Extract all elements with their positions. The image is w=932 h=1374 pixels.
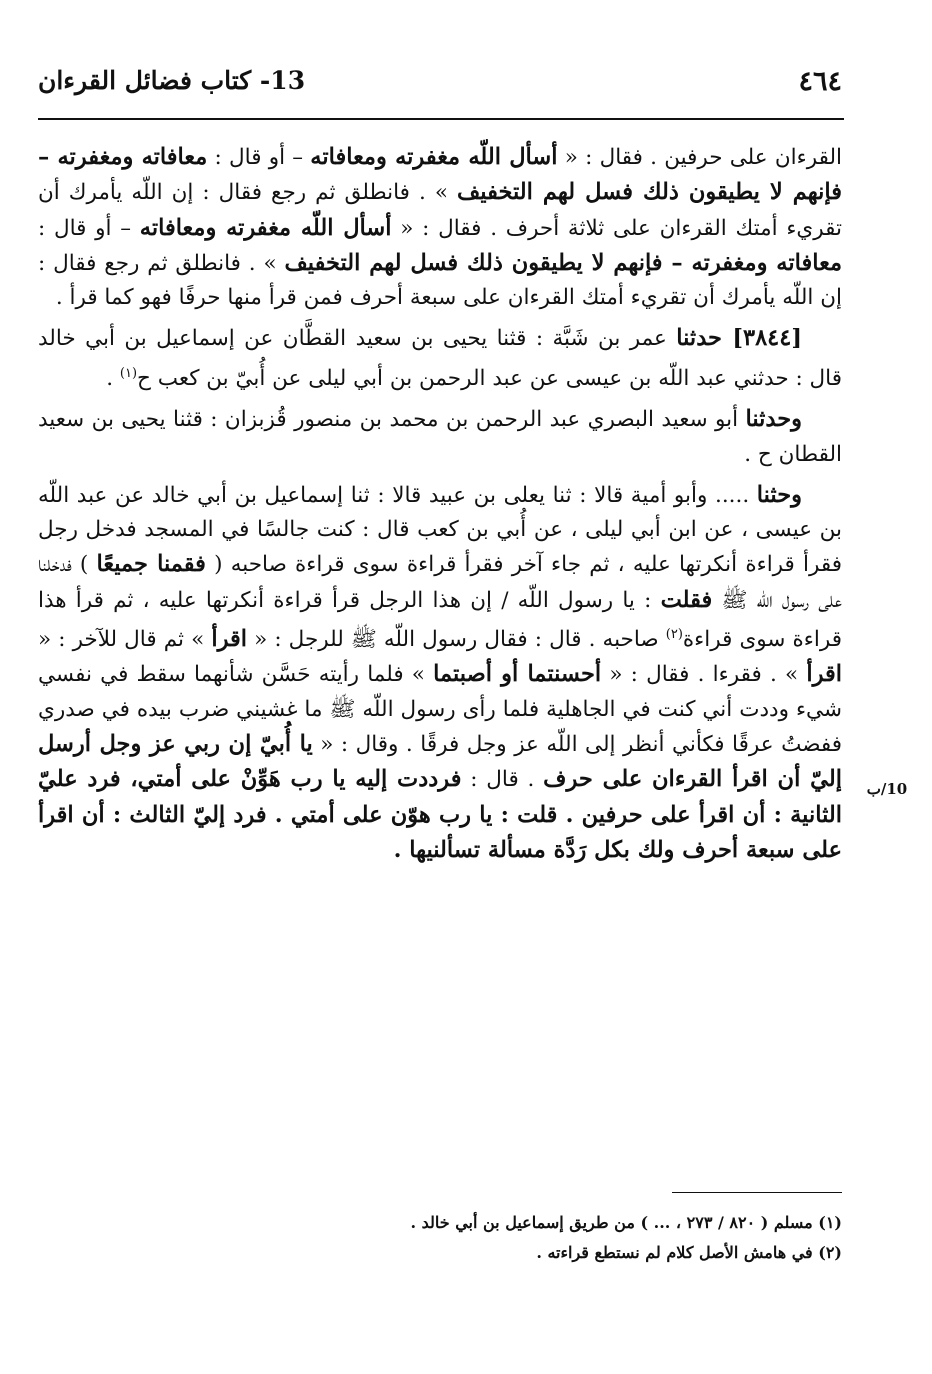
- emphasized-text: أحسنتما أو أصبتما: [433, 661, 602, 688]
- main-text: [38, 140, 842, 868]
- emphasized-text: أسأل اللّه مغفرته ومعافاته: [310, 144, 558, 170]
- paragraph: [38, 140, 842, 315]
- text-run: ) فدخلنا على رسول اللّه ﷺ: [38, 552, 842, 613]
- text-run: أبو سعيد البصري عبد الرحمن بن محمد بن منصور قُزبزان : قثنا يحيى بن سعيد القطان ح .: [38, 407, 842, 467]
- emphasized-text: أسأل اللّه مغفرته ومعافاته: [139, 214, 392, 241]
- text-run: صاحبه . قال : فقال رسول اللّه ﷺ للرجل : «: [247, 627, 666, 653]
- emphasized-text: فقلت: [660, 586, 713, 613]
- footnotes: [38, 1208, 842, 1268]
- text-run: .: [106, 365, 120, 391]
- paragraph: [38, 478, 842, 868]
- emphasized-text: [٣٨٤٤]: [721, 325, 802, 352]
- emphasized-text: معافاته ومغفرته – فإنهم لا يطيقون ذلك فسل لهم التخفيف: [38, 144, 843, 206]
- emphasized-text: فرددت إليه يا رب هَوِّنْ على أمتي، فرد عليّ الثانية : أن اقرأ على حرفين . قلت : يا رب هوّن على أمتي . فرد إليّ الثالث : أن اقرأ على سبعة أحرف ولك بكل رَدَّة مسألة تسألنيها .: [38, 766, 842, 863]
- emphasized-text: اقرأ: [806, 661, 843, 688]
- page-header: [38, 62, 842, 102]
- emphasized-text: وحثنا: [756, 481, 802, 508]
- paragraph: [38, 321, 842, 396]
- text-run: القرءان على حرفين . فقال : «: [557, 145, 842, 170]
- running-title: 13- كتاب فضائل القرءان: [38, 66, 306, 95]
- margin-folio-note: 10/ب: [866, 780, 908, 798]
- paragraph: [38, 402, 842, 472]
- emphasized-text: فقمنا جميعًا: [96, 551, 206, 578]
- page-number: ٤٦٤: [798, 66, 842, 97]
- footnote-1: (١) مسلم ( ٨٢٠ / ٢٧٣ ، ... ) من طريق إسماعيل بن أبي خالد .: [410, 1213, 842, 1232]
- text-run: عمر بن شَبَّة : قثنا يحيى بن سعيد القطَّان عن إسماعيل بن أبي خالد قال : حدثني عبد اللّه بن عيسى عن عبد الرحمن بن أبي ليلى عن أُبيّ بن كعب ح: [38, 326, 842, 391]
- text-run: – أو قال :: [207, 145, 311, 170]
- text-run: . قال :: [461, 767, 544, 793]
- emphasized-text: حدثنا: [676, 325, 722, 352]
- emphasized-text: يا أُبيّ إن ربي عز وجل أرسل إليّ أن اقرأ القرءان على حرف: [38, 731, 842, 793]
- footnote-2: (٢) في هامش الأصل كلام لم نستطع قراءته .: [536, 1243, 842, 1262]
- text-run: » . فانطلق ثم رجع فقال : إن اللّه يأمرك أن تقريء أمتك القرءان على سبعة أحرف فمن قرأ منها حرفًا فهو كما قرأ .: [38, 250, 842, 311]
- text-run: ..... وأبو أمية قالا : ثنا يعلى بن عبيد قالا : ثنا إسماعيل بن أبي خالد عن عبد اللّه بن عيسى ، عن ابن أبي ليلى ، عن أُبي بن كعب قال : كنت جالسًا في المسجد فدخل رجل فقرأ قراءة أنكرتها عليه ، ثم جاء آخر فقرأ قراءة سوى قراءة صاحبه (: [38, 482, 842, 578]
- emphasized-text: معافاته ومغفرته – فإنهم لا يطيقون ذلك فسل لهم التخفيف: [284, 249, 842, 276]
- header-divider: [38, 118, 844, 120]
- text-run: : يا رسول اللّه / إن هذا الرجل قرأ قراءة أنكرتها عليه ، ثم قرأ هذا قراءة سوى قراءة: [38, 587, 842, 653]
- footnote-marker: (٢): [665, 627, 683, 643]
- text-run: » فلما رأيته حَسَّن شأنهما سقط في نفسي شيء وددت أني كنت في الجاهلية فلما رأى رسول اللّه ﷺ ما غشيني ضرب بيده في صدري ففضتُ عرقًا فكأني أنظر إلى اللّه عز وجل فرقًا . وقال : «: [38, 662, 842, 758]
- text-run: – أو قال :: [38, 215, 140, 241]
- emphasized-text: وحدثنا: [745, 406, 802, 433]
- footnote-marker: (١): [119, 365, 138, 381]
- footnote-divider: [672, 1192, 842, 1193]
- text-run: » . فانطلق ثم رجع فقال : إن اللّه يأمرك أن تقريء أمتك القرءان على ثلاثة أحرف . فقال : «: [38, 180, 842, 241]
- emphasized-text: اقرأ: [211, 626, 248, 653]
- text-run: » . فقرءا . فقال : «: [601, 662, 807, 688]
- text-run: » ثم قال للآخر : «: [38, 627, 212, 653]
